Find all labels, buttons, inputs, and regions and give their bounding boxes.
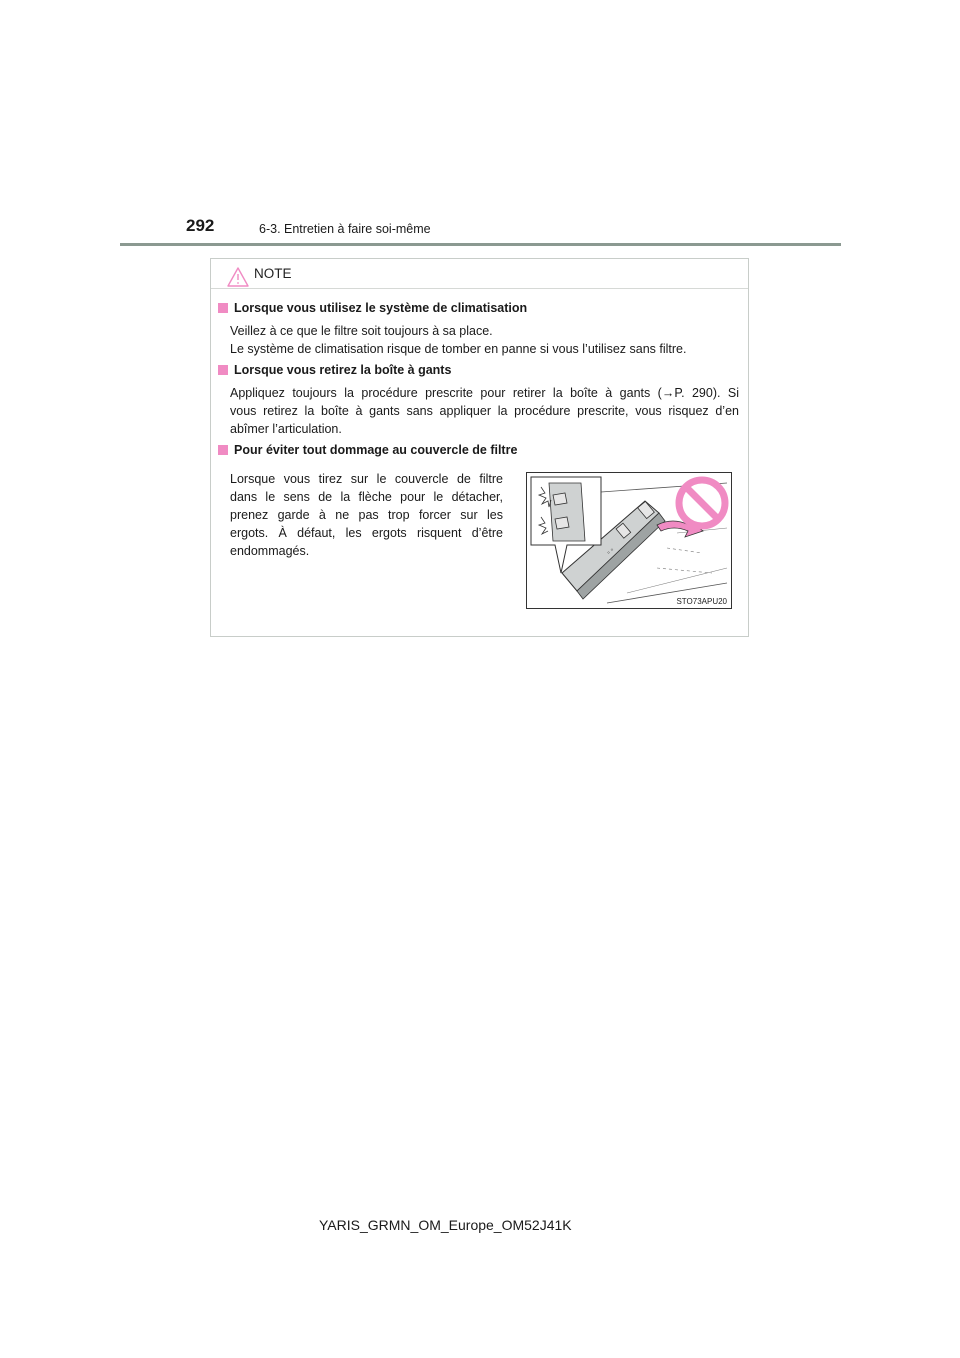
note-item-title: Lorsque vous utilisez le système de climatisation bbox=[218, 301, 527, 315]
note-item-text: vous retirez la boîte à gants sans appliquer la procédure prescrite, vous risquez d’en bbox=[230, 404, 739, 418]
note-header bbox=[211, 259, 748, 289]
note-label: NOTE bbox=[254, 266, 292, 281]
figure-code: STO73APU20 bbox=[676, 597, 727, 606]
note-item-text: Lorsque vous tirez sur le couvercle de filtre bbox=[230, 472, 503, 486]
square-bullet-icon bbox=[218, 365, 228, 375]
note-item-text: Veillez à ce que le filtre soit toujours à sa place. bbox=[230, 324, 493, 338]
square-bullet-icon bbox=[218, 445, 228, 455]
note-item-text: prenez garde à ne pas trop forcer sur les bbox=[230, 508, 503, 522]
svg-text:▫ ▫: ▫ ▫ bbox=[605, 546, 616, 557]
filter-cover-drawing bbox=[527, 473, 731, 608]
document-id: YARIS_GRMN_OM_Europe_OM52J41K bbox=[319, 1217, 572, 1233]
note-item-text: dans le sens de la flèche pour le détacher, bbox=[230, 490, 503, 504]
page-number: 292 bbox=[186, 216, 215, 235]
square-bullet-icon bbox=[218, 303, 228, 313]
warning-icon bbox=[227, 267, 249, 287]
header-divider bbox=[120, 243, 841, 246]
note-item-text: Appliquez toujours la procédure prescrite pour retirer la boîte à gants (→P. 290). Si bbox=[230, 386, 739, 400]
note-box bbox=[210, 258, 749, 637]
note-item-text: abîmer l’articulation. bbox=[230, 422, 342, 436]
note-item-text: endommagés. bbox=[230, 544, 310, 558]
section-title: 6-3. Entretien à faire soi-même bbox=[259, 222, 431, 236]
filter-cover-illustration bbox=[526, 472, 732, 609]
note-item-title: Lorsque vous retirez la boîte à gants bbox=[218, 363, 451, 377]
note-item-text: ergots. À défaut, les ergots risquent d’être bbox=[230, 526, 503, 540]
note-item-title: Pour éviter tout dommage au couvercle de filtre bbox=[218, 443, 517, 457]
note-item-text: Le système de climatisation risque de tomber en panne si vous l’utilisez sans filtre. bbox=[230, 342, 687, 356]
